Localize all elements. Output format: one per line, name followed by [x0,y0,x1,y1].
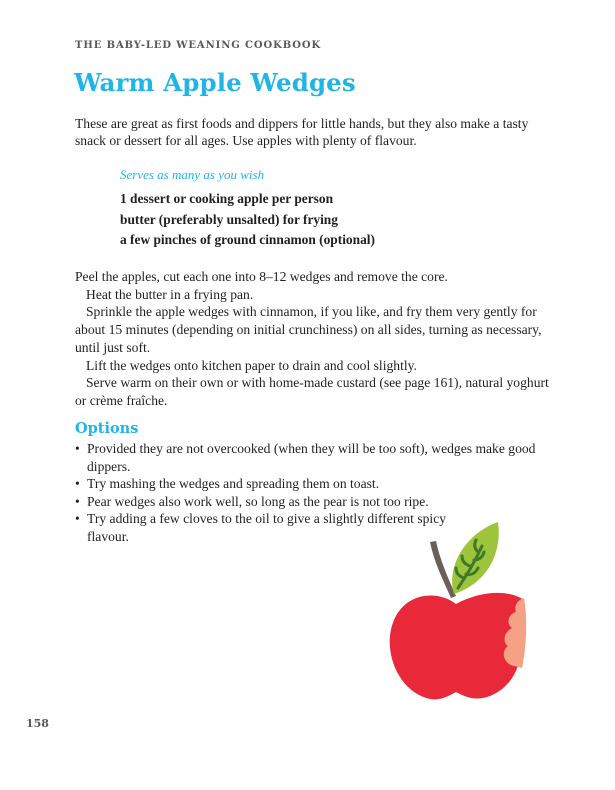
option-item [75,493,555,511]
bullet-icon: • [75,511,80,526]
serves-note: Serves as many as you wish [120,167,265,182]
ingredient-item: 1 dessert or cooking apple per person [120,191,334,206]
bullet-icon: • [75,493,80,509]
running-head: THE BABY-LED WEANING COOKBOOK [75,40,322,51]
option-text: Try mashing the wedges and spreading them on toast. [87,476,380,491]
method-step: Lift the wedges onto kitchen paper to drain and cool slightly. [86,357,417,373]
method-section [75,268,555,410]
method-step: Sprinkle the apple wedges with cinnamon, if you like, and fry them very gently for about 15 minutes (depending on initial crunchiness) on all sides, turning as necessary, until just soft. [75,304,542,355]
option-item [75,475,555,493]
bullet-icon: • [75,441,80,456]
option-text: Try adding a few cloves to the oil to give a slightly different spicy flavour. [87,511,447,544]
method-step: Peel the apples, cut each one into 8–12 wedges and remove the core. [75,269,448,284]
option-text: Pear wedges also work well, so long as the pear is not too ripe. [87,493,429,509]
bullet-icon: • [75,476,80,491]
option-text: Provided they are not overcooked (when they will be too soft), wedges make good dippers. [87,441,536,474]
option-item [75,440,555,475]
ingredient-item: butter (preferably unsalted) for frying [120,211,338,227]
recipe-intro: These are great as first foods and dippers for little hands, but they also make a tasty snack or dessert for all ages. Use apples with plenty of flavour. [75,116,529,148]
options-heading: Options [75,420,139,437]
bitten-apple-icon [386,520,528,702]
page-number: 158 [26,717,49,730]
ingredients-list [120,189,375,251]
method-step: Heat the butter in a frying pan. [86,286,254,302]
recipe-title: Warm Apple Wedges [74,68,356,97]
ingredient-item: a few pinches of ground cinnamon (optional) [120,232,375,247]
method-step: Serve warm on their own or with home-made custard (see page 161), natural yoghurt or crème fraîche. [75,375,549,408]
